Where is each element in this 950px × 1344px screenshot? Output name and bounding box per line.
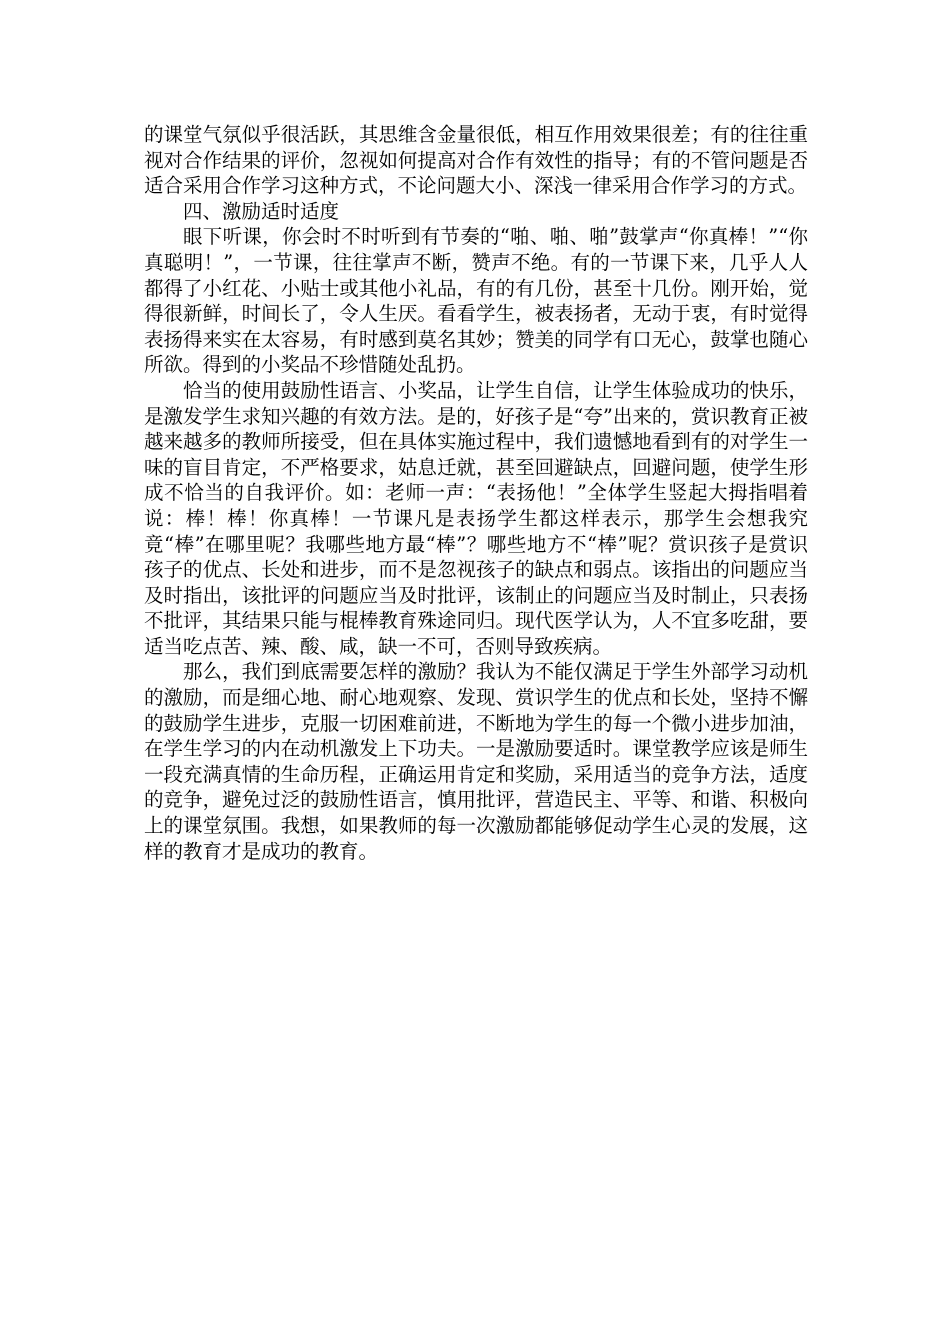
paragraph-classroom-applause: 眼下听课，你会时不时听到有节奏的“啪、啪、啪”鼓掌声“你真棒！”“你真聪明！”，一节课，往往掌声不断，赞声不绝。有的一节课下来，几乎人人都得了小红花、小贴士或其他小礼品，有的有几份，甚至十几份。刚开始，觉得很新鲜，时间长了，令人生厌。看看学生，被表扬者，无动于衷，有时觉得表扬得来实在太容易，有时感到莫名其妙；赞美的同学有口无心，鼓掌也随心所欲。得到的小奖品不珍惜随处乱扔。 (144, 225, 808, 377)
paragraph-appropriate-encouragement: 恰当的使用鼓励性语言、小奖品，让学生自信，让学生体验成功的快乐，是激发学生求知兴趣的有效方法。是的，好孩子是“夸”出来的，赏识教育正被越来越多的教师所接受，但在具体实施过程中，我们遗憾地看到有的对学生一味的盲目肯定，不严格要求，姑息迁就，甚至回避缺点，回避问题，使学生形成不恰当的自我评价。如：老师一声：“表扬他！”全体学生竖起大拇指唱着说：棒！棒！你真棒！一节课凡是表扬学生都这样表示，那学生会想我究竟“棒”在哪里呢？我哪些地方最“棒”？哪些地方不“棒”呢？赏识孩子是赏识孩子的优点、长处和进步，而不是忽视孩子的缺点和弱点。该指出的问题应当及时指出，该批评的问题应当及时批评，该制止的问题应当及时制止，只表扬不批评，其结果只能与棍棒教育殊途同归。现代医学认为，人不宜多吃甜，要适当吃点苦、辣、酸、咸，缺一不可，否则导致疾病。 (144, 378, 808, 658)
section-heading: 四、激励适时适度 (183, 199, 340, 223)
paragraph-timely-motivation: 那么，我们到底需要怎样的激励？我认为不能仅满足于学生外部学习动机的激励，而是细心地、耐心地观察、发现、赏识学生的优点和长处，坚持不懈的鼓励学生进步，克服一切困难前进，不断地为学生的每一个微小进步加油，在学生学习的内在动机激发上下功夫。一是激励要适时。课堂教学应该是师生一段充满真情的生命历程，正确运用肯定和奖励，采用适当的竞争方法，适度的竞争，避免过泛的鼓励性语言，慎用批评，营造民主、平等、和谐、积极向上的课堂氛围。我想，如果教师的每一次激励都能够促动学生心灵的发展，这样的教育才是成功的教育。 (144, 660, 808, 863)
document-body (144, 122, 808, 864)
paragraph-continuation: 的课堂气氛似乎很活跃，其思维含金量很低，相互作用效果很差；有的往往重视对合作结果的评价，忽视如何提高对合作有效性的指导；有的不管问题是否适合采用合作学习这种方式，不论问题大小、深浅一律采用合作学习的方式。 (144, 123, 808, 198)
